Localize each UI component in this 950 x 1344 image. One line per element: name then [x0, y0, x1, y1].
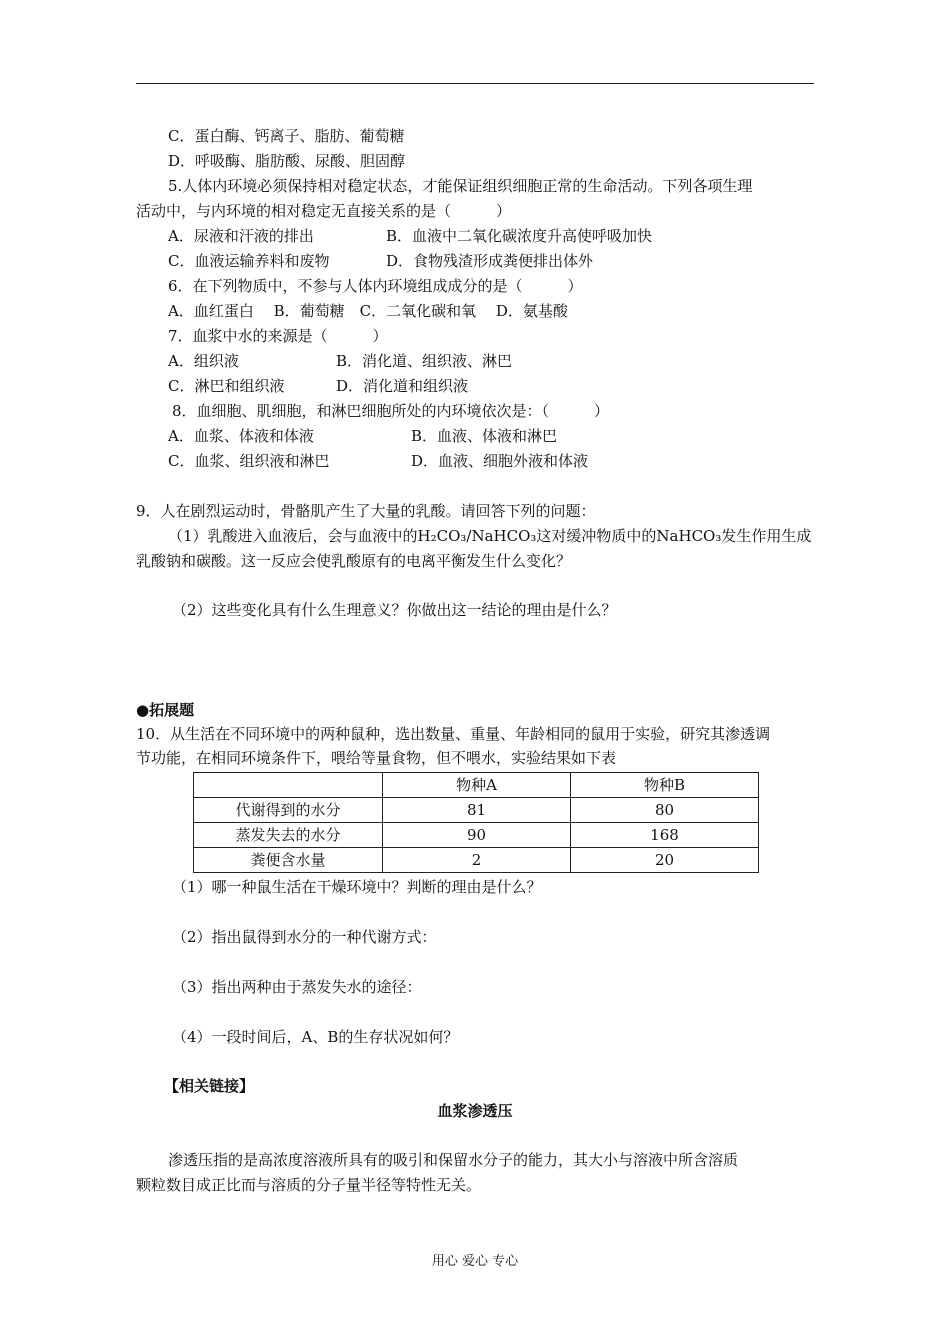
q8-stem: 8．血细胞、肌细胞，和淋巴细胞所处的内环境依次是：（ ） — [172, 402, 610, 420]
q5-stem-line2: 活动中，与内环境的相对稳定无直接关系的是（ ） — [136, 202, 512, 220]
table-cell: 代谢得到的水分 — [194, 798, 383, 823]
q8-option-c: C．血浆、组织液和淋巴 — [168, 452, 330, 470]
results-table — [193, 772, 759, 873]
q4-option-c: C．蛋白酶、钙离子、脂肪、葡萄糖 — [168, 127, 405, 145]
extension-heading: ●拓展题 — [136, 701, 195, 719]
q5-option-d: D．食物残渣形成粪便排出体外 — [386, 252, 594, 270]
table-cell: 2 — [383, 848, 571, 873]
q7-option-c: C．淋巴和组织液 — [168, 377, 285, 395]
table-cell: 20 — [571, 848, 759, 873]
q8-option-a: A．血浆、体液和体液 — [168, 427, 314, 445]
q10-sub1: （1）哪一种鼠生活在干燥环境中？判断的理由是什么？ — [172, 878, 542, 896]
table-header-row — [194, 773, 759, 798]
table-cell: 81 — [383, 798, 571, 823]
table-cell: 粪便含水量 — [194, 848, 383, 873]
q7-stem: 7．血浆中水的来源是（ ） — [168, 327, 388, 345]
header-rule — [136, 83, 814, 84]
q8-option-d: D．血液、细胞外液和体液 — [411, 452, 589, 470]
q9-part1-line1: （1）乳酸进入血液后，会与血液中的H₂CO₃/NaHCO₃这对缓冲物质中的NaHCO₃发生作用生成 — [168, 527, 812, 545]
q4-option-d: D．呼吸酶、脂肪酸、尿酸、胆固醇 — [168, 152, 406, 170]
q7-option-a: A．组织液 — [168, 352, 239, 370]
related-title: 血浆渗透压 — [437, 1102, 513, 1120]
q9-part1-line2: 乳酸钠和碳酸。这一反应会使乳酸原有的电离平衡发生什么变化？ — [136, 552, 572, 570]
q5-option-b: B．血液中二氧化碳浓度升高使呼吸加快 — [386, 227, 653, 245]
q6-stem: 6．在下列物质中，不参与人体内环境组成成分的是（ ） — [168, 277, 583, 295]
q7-option-b: B．消化道、组织液、淋巴 — [336, 352, 513, 370]
table-cell: 168 — [571, 823, 759, 848]
table-header-cell: 物种A — [383, 773, 571, 798]
table-cell: 蒸发失去的水分 — [194, 823, 383, 848]
q5-stem-line1: 5.人体内环境必须保持相对稳定状态，才能保证组织细胞正常的生命活动。下列各项生理 — [168, 177, 753, 195]
table-cell: 90 — [383, 823, 571, 848]
table-row — [194, 848, 759, 873]
q5-option-a: A．尿液和汗液的排出 — [168, 227, 314, 245]
table-row — [194, 823, 759, 848]
q10-sub2: （2）指出鼠得到水分的一种代谢方式： — [172, 928, 437, 946]
q7-option-d: D．消化道和组织液 — [336, 377, 469, 395]
q6-options: A．血红蛋白 B．葡萄糖 C．二氧化碳和氧 D．氨基酸 — [168, 302, 568, 320]
q9-part2: （2）这些变化具有什么生理意义？你做出这一结论的理由是什么？ — [172, 601, 617, 619]
page-footer: 用心 爱心 专心 — [431, 1254, 519, 1269]
related-para-line1: 渗透压指的是高浓度溶液所具有的吸引和保留水分子的能力，其大小与溶液中所含溶质 — [168, 1151, 739, 1169]
table-row — [194, 798, 759, 823]
related-para-line2: 颗粒数目成正比而与溶质的分子量半径等特性无关。 — [136, 1176, 482, 1194]
table-cell: 80 — [571, 798, 759, 823]
related-heading: 【相关链接】 — [164, 1077, 255, 1095]
q10-sub3: （3）指出两种由于蒸发失水的途径： — [172, 978, 422, 996]
q10-stem-line1: 10．从生活在不同环境中的两种鼠种，选出数量、重量、年龄相同的鼠用于实验，研究其渗透调 — [136, 725, 771, 743]
q5-option-c: C．血液运输养料和废物 — [168, 252, 330, 270]
table-header-cell: 物种B — [571, 773, 759, 798]
table-header-cell — [194, 773, 383, 798]
q10-sub4: （4）一段时间后，A、B的生存状况如何？ — [172, 1028, 459, 1046]
q9-stem: 9．人在剧烈运动时，骨骼肌产生了大量的乳酸。请回答下列的问题： — [136, 502, 596, 520]
q10-stem-line2: 节功能，在相同环境条件下，喂给等量食物，但不喂水，实验结果如下表 — [136, 749, 617, 767]
q8-option-b: B．血液、体液和淋巴 — [411, 427, 558, 445]
